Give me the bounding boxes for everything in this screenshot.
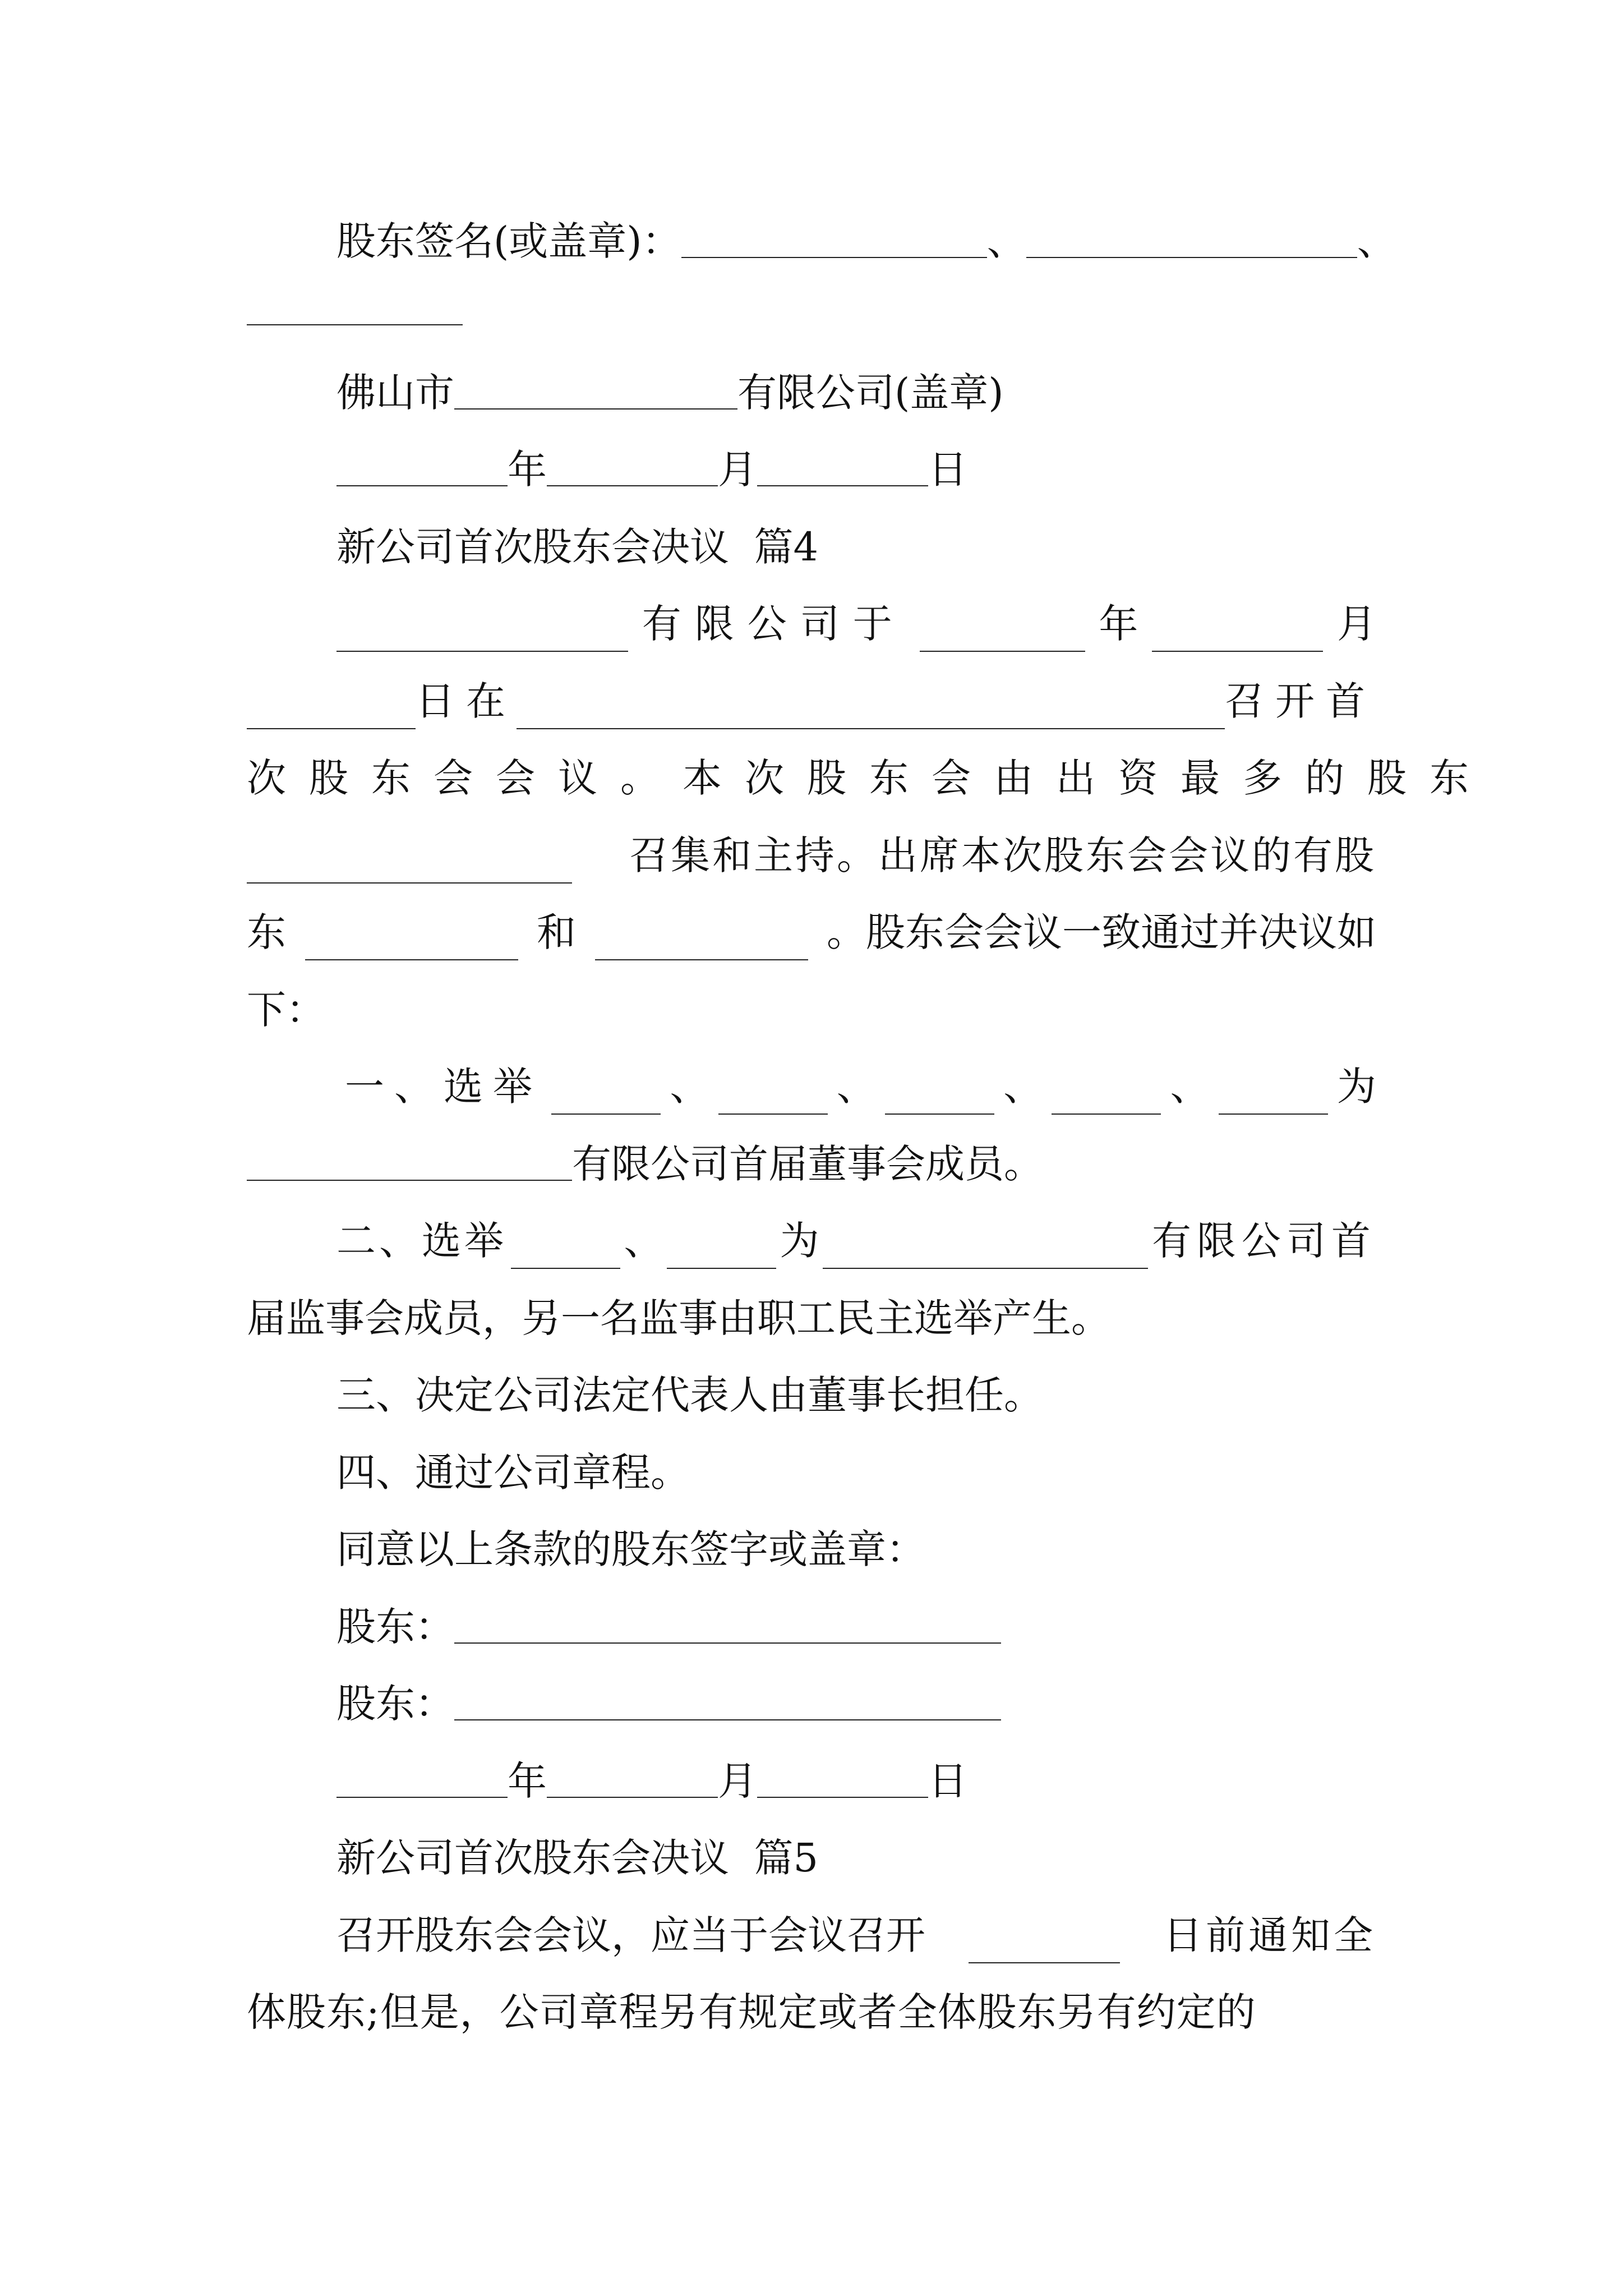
year-blank[interactable]	[336, 446, 508, 486]
shareholder-blank-2[interactable]	[595, 920, 808, 960]
para-line: 次股东会会议。本次股东会由出资最多的股东	[247, 755, 1492, 801]
para-line	[336, 596, 1376, 652]
convener-blank[interactable]	[247, 843, 572, 884]
text: 日在	[415, 678, 517, 724]
month-blank[interactable]	[1152, 611, 1323, 652]
signature-line	[336, 213, 1396, 269]
text: 、	[1003, 1064, 1043, 1110]
section-title-5: 新公司首次股东会决议 篇5	[336, 1835, 819, 1881]
year-label: 年	[508, 447, 547, 493]
text: 、	[1170, 1064, 1210, 1110]
text: 、	[624, 1218, 663, 1264]
para-line: 体股东;但是，公司章程另有规定或者全体股东另有约定的	[247, 1989, 1256, 2035]
signature-blank-2[interactable]	[1026, 218, 1357, 258]
director-blank-3[interactable]	[885, 1074, 994, 1115]
text: 一、选举	[345, 1064, 542, 1110]
date-line-2	[336, 1753, 1376, 1809]
text: 召开首	[1225, 678, 1376, 724]
para-line	[336, 1907, 1376, 1963]
company-blank[interactable]	[336, 611, 628, 652]
text: 。股东会会议一致通过并决议如	[827, 909, 1376, 955]
shareholder-sign-blank-2[interactable]	[454, 1680, 1001, 1720]
signature-line-cont	[247, 280, 1376, 337]
separator: 、	[1357, 218, 1396, 264]
para-line	[247, 673, 1376, 729]
company-blank[interactable]	[247, 1140, 572, 1181]
city-prefix: 佛山市	[336, 370, 454, 416]
text: 为	[780, 1218, 819, 1264]
year-label: 年	[508, 1758, 547, 1804]
year-blank[interactable]	[920, 611, 1085, 652]
company-name-blank[interactable]	[454, 369, 737, 409]
shareholder-sign-blank-1[interactable]	[454, 1603, 1001, 1644]
director-blank-4[interactable]	[1052, 1074, 1161, 1115]
item-1	[345, 1059, 1376, 1115]
date-line	[336, 441, 1376, 498]
text: 日前通知全	[1163, 1912, 1376, 1958]
location-blank[interactable]	[517, 689, 1225, 729]
para-line: 下：	[247, 987, 325, 1033]
text: 为	[1336, 1064, 1376, 1110]
text: 有限公司首	[1151, 1218, 1376, 1264]
day-blank[interactable]	[247, 689, 416, 729]
days-blank[interactable]	[969, 1923, 1120, 1963]
director-blank-5[interactable]	[1219, 1074, 1328, 1115]
shareholder-sign-1	[336, 1599, 1376, 1655]
text: 、	[670, 1064, 709, 1110]
text: 年	[1099, 601, 1138, 647]
text: 有限公司首届董事会成员。	[572, 1141, 1043, 1187]
separator: 、	[986, 218, 1026, 264]
month-blank[interactable]	[547, 446, 718, 486]
agree-line: 同意以上条款的股东签字或盖章：	[336, 1526, 925, 1572]
item-1-cont	[247, 1136, 1376, 1192]
company-suffix: 有限公司(盖章)	[737, 370, 1004, 416]
item-2-cont: 届监事会成员，另一名监事由职工民主选举产生。	[247, 1295, 1110, 1341]
company-blank[interactable]	[823, 1228, 1148, 1269]
text: 股东：	[336, 1681, 454, 1727]
text: 召集和主持。出席本次股东会会议的有股	[629, 832, 1376, 878]
year-blank[interactable]	[336, 1757, 508, 1798]
day-blank[interactable]	[757, 446, 928, 486]
month-label: 月	[718, 1758, 757, 1804]
month-blank[interactable]	[547, 1757, 718, 1798]
text: 、	[836, 1064, 876, 1110]
supervisor-blank-2[interactable]	[667, 1228, 776, 1269]
signature-blank-3[interactable]	[247, 285, 463, 325]
shareholder-sign-2	[336, 1676, 1376, 1732]
text: 召开股东会会议，应当于会议召开	[336, 1912, 925, 1958]
signature-label: 股东签名(或盖章)：	[336, 218, 681, 264]
signature-blank-1[interactable]	[681, 218, 987, 258]
company-seal-line	[336, 365, 1376, 421]
text: 有限公司于	[642, 601, 906, 647]
month-label: 月	[718, 447, 757, 493]
day-blank[interactable]	[757, 1757, 928, 1798]
text: 和	[537, 909, 576, 955]
director-blank-1[interactable]	[551, 1074, 661, 1115]
director-blank-2[interactable]	[718, 1074, 828, 1115]
section-title-4: 新公司首次股东会决议 篇4	[336, 524, 819, 570]
shareholder-blank-1[interactable]	[305, 920, 518, 960]
day-label: 日	[928, 1758, 967, 1804]
text: 二、选举	[336, 1218, 507, 1264]
item-2	[336, 1213, 1376, 1269]
text: 月	[1336, 601, 1376, 647]
para-line	[247, 827, 1376, 884]
text: 股东：	[336, 1604, 454, 1650]
day-label: 日	[928, 447, 967, 493]
supervisor-blank-1[interactable]	[511, 1228, 620, 1269]
para-line	[247, 904, 1376, 960]
item-3: 三、决定公司法定代表人由董事长担任。	[336, 1372, 1043, 1418]
item-4: 四、通过公司章程。	[336, 1450, 690, 1496]
text: 东	[247, 909, 286, 955]
